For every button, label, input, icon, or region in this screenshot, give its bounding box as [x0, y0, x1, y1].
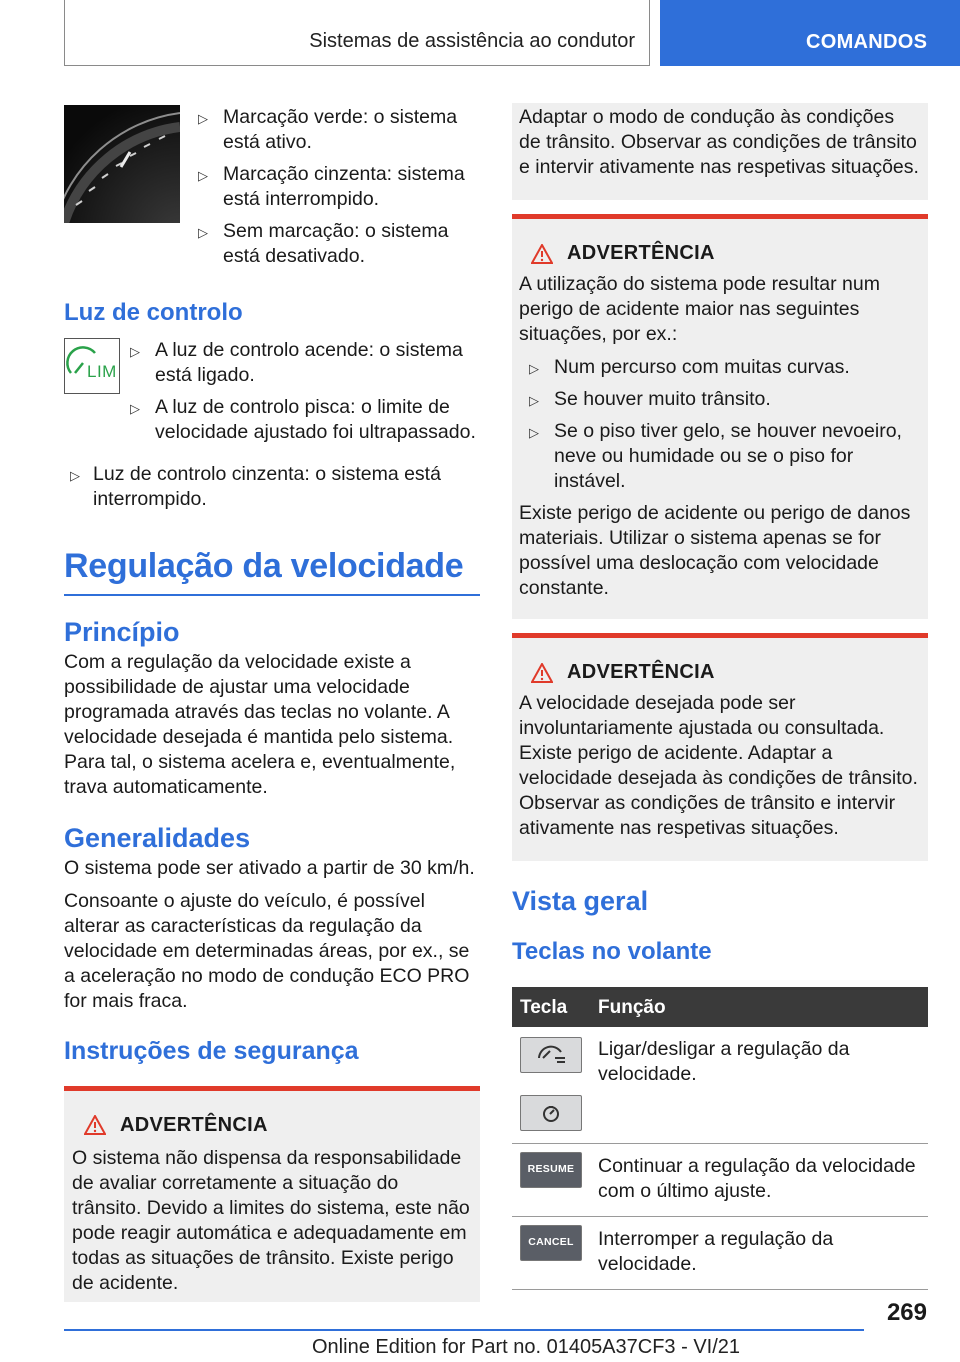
warning-text: A velocidade desejada pode ser involuntariamente ajustada ou consultada. Existe perigo de acidente. Adaptar a velocidade desejada às condições de trânsito. Observar as condições de trânsito e intervir ativamente nas respetivas situações. [519, 692, 918, 839]
list-item: ▷ Num percurso com muitas curvas. [519, 355, 920, 380]
marking-list [188, 105, 480, 276]
marking-block [64, 105, 480, 276]
cancel-key: CANCEL [520, 1225, 582, 1261]
generalidades-p1: O sistema pode ser ativado a partir de 30 km/h. [64, 856, 475, 879]
principio-heading: Princípio [64, 616, 180, 647]
lim-icon-box [64, 338, 120, 394]
triangle-bullet-icon: ▷ [70, 468, 80, 483]
header-tab[interactable] [660, 0, 960, 66]
warning-list [519, 355, 920, 494]
warning-outro: Existe perigo de acidente ou perigo de danos materiais. Utilizar o sistema apenas se for possível uma deslocação com velocidade constante. [519, 502, 911, 599]
footer-edition: Online Edition for Part no. 01405A37CF3 - VI/21 [312, 1336, 741, 1358]
left-column [64, 105, 480, 1302]
table-row [512, 1217, 928, 1290]
table-row [512, 1027, 928, 1144]
teclas-heading: Teclas no volante [512, 938, 712, 965]
list-item: ▷ A luz de controlo acende: o sistema está ligado. [130, 339, 463, 386]
warning-title: ADVERTÊNCIA [519, 660, 920, 685]
header-tab-label: COMANDOS [806, 31, 928, 53]
principio-text: Com a regulação da velocidade existe a possibilidade de ajustar uma velocidade programada através das teclas no volante. A velocidade desejada é mantida pelo sistema. Para tal, o sistema acelera e, eventualmente, trava automaticamente. [64, 650, 456, 798]
list-item: ▷ A luz de controlo pisca: o limite de velocidade ajustado foi ultrapassado. [130, 396, 476, 443]
warning-text: O sistema não dispensa da responsabilidade de avaliar corretamente a situação do trânsito. Devido a limites do sistema, este não pode reagir automática e adequadamente em todas as situações de trânsito. Existe perigo de acidente. [72, 1146, 470, 1294]
triangle-bullet-icon: ▷ [529, 393, 539, 408]
warning-title: ADVERTÊNCIA [72, 1113, 472, 1138]
key-cell [512, 1217, 590, 1290]
luz-heading: Luz de controlo [64, 299, 243, 326]
function-cell: Continuar a regulação da velocidade com o último ajuste. [590, 1144, 928, 1217]
triangle-bullet-icon: ▷ [529, 425, 539, 440]
list-item: ▷ Luz de controlo cinzenta: o sistema está interrompido. [70, 463, 441, 510]
continued-text: Adaptar o modo de condução às condições de trânsito. Observar as condições de trânsito e intervir ativamente nas respetivas situações. [519, 106, 919, 178]
triangle-bullet-icon: ▷ [529, 361, 539, 376]
cruise-control-icon [521, 1038, 581, 1072]
resume-key: RESUME [520, 1152, 582, 1188]
function-cell: Ligar/desligar a regulação da velocidade. [590, 1027, 928, 1144]
keys-table [512, 987, 928, 1290]
lim-icon-label: LIM [87, 362, 117, 381]
warning-box [64, 1086, 480, 1302]
list-item: ▷ Marcação cinzenta: sistema está interrompido. [198, 163, 465, 210]
triangle-bullet-icon: ▷ [198, 225, 208, 240]
triangle-bullet-icon: ▷ [130, 344, 140, 359]
table-row [512, 1144, 928, 1217]
warning-box [512, 214, 928, 619]
main-heading: Regulação da velocidade [64, 547, 464, 585]
list-item: ▷ Marcação verde: o sistema está ativo. [198, 106, 458, 153]
speedometer-marking-image [64, 105, 180, 223]
generalidades-heading: Generalidades [64, 822, 251, 853]
warning-intro: A utilização do sistema pode resultar num perigo de acidente maior nas seguintes situações, por ex.: [519, 273, 880, 345]
warning-triangle-icon [84, 1115, 106, 1135]
cruise-control-pause-icon [521, 1096, 581, 1130]
vista-heading: Vista geral [512, 886, 649, 916]
continued-box [512, 103, 928, 200]
key-cell [512, 1144, 590, 1217]
warning-title: ADVERTÊNCIA [519, 241, 920, 266]
cruise-control-on-off-key [520, 1037, 582, 1073]
cruise-control-pause-key [520, 1095, 582, 1131]
luz-grey-list [64, 462, 480, 512]
triangle-bullet-icon: ▷ [198, 111, 208, 126]
triangle-bullet-icon: ▷ [198, 168, 208, 183]
speedometer-arc-icon [64, 105, 180, 223]
main-heading-rule [64, 594, 480, 596]
page-number: 269 [886, 1299, 927, 1326]
warning-triangle-icon [531, 244, 553, 264]
header-section-box [64, 0, 650, 66]
seguranca-heading: Instruções de segurança [64, 1036, 359, 1065]
warning-triangle-icon [531, 663, 553, 683]
warning-box [512, 633, 928, 861]
right-column [512, 103, 928, 1290]
triangle-bullet-icon: ▷ [130, 401, 140, 416]
col-key-header: Tecla [512, 987, 590, 1027]
function-cell: Interromper a regulação da velocidade. [590, 1217, 928, 1290]
generalidades-p2: Consoante o ajuste do veículo, é possível alterar as características da regulação da velocidade em determinadas áreas, por ex., se a aceleração no modo de condução ECO PRO for mais fraca. [64, 889, 470, 1012]
table-header-row [512, 987, 928, 1027]
list-item: ▷ Se houver muito trânsito. [519, 387, 920, 412]
list-item: ▷ Se o piso tiver gelo, se houver nevoeiro, neve ou humidade ou se o piso for instável. [529, 420, 902, 492]
list-item: ▷ Sem marcação: o sistema está desativado. [198, 220, 449, 267]
luz-list [120, 338, 480, 452]
footer-rule [64, 1329, 864, 1331]
luz-block [64, 338, 480, 452]
key-cell [512, 1027, 590, 1144]
col-function-header: Função [590, 987, 928, 1027]
header-section-title: Sistemas de assistência ao condutor [309, 30, 635, 52]
